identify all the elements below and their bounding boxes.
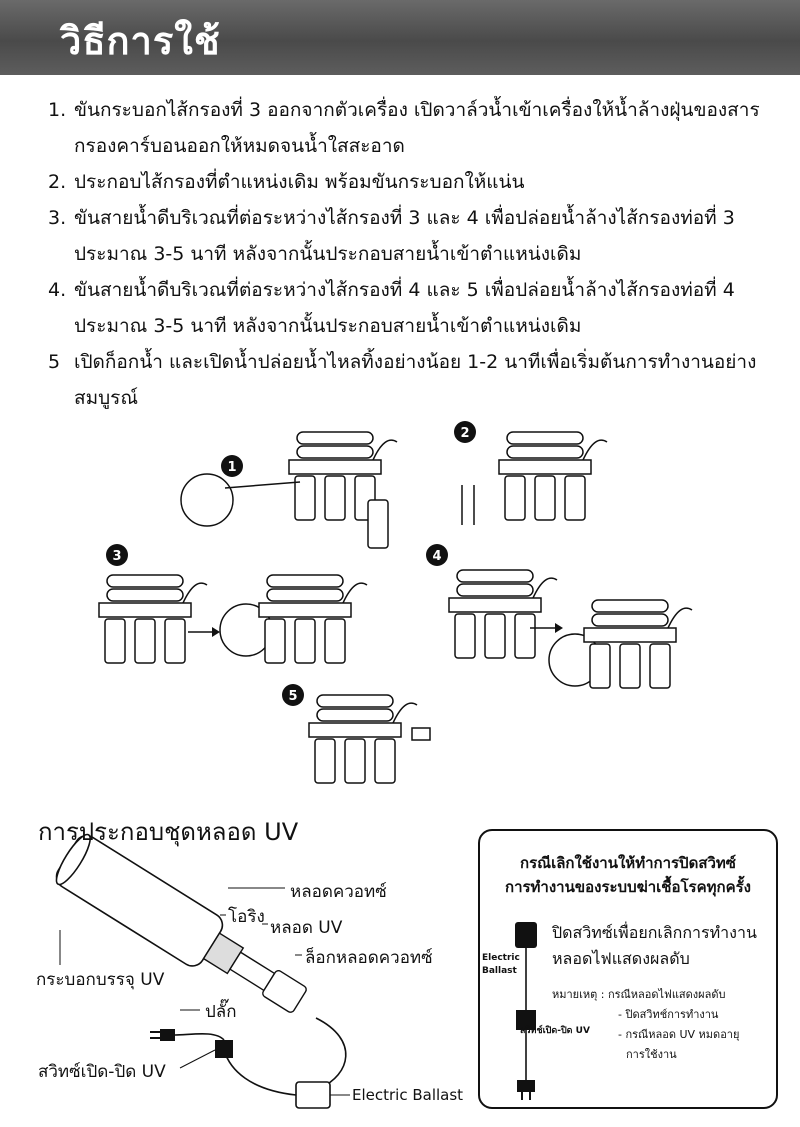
figure-step-5: [282, 684, 430, 783]
note-remark-3: การใช้งาน: [626, 1048, 677, 1061]
label-uv-switch: สวิทซ์เปิด-ปิด UV: [38, 1062, 166, 1082]
badge-text: 3: [112, 549, 122, 564]
step-number: 5: [48, 351, 61, 373]
step-text: ขันกระบอกไส้กรองที่ 3 ออกจากตัวเครื่อง เปิดวาล์วน้ำเข้าเครื่องให้น้ำล้างฝุ่นของสารกรองคาร์บอนออกให้หมดจนน้ำใสสะอาด: [74, 99, 760, 157]
note-title-line2: การทำงานของระบบฆ่าเชื้อโรคทุกครั้ง: [504, 878, 752, 896]
step-text: ประกอบไส้กรองที่ตำแหน่งเดิม พร้อมขันกระบอกให้แน่น: [74, 171, 525, 193]
step-number: 3.: [48, 207, 67, 229]
figure-step-2: [454, 421, 607, 525]
label-plug: ปลั๊ก: [205, 1002, 237, 1022]
badge-text: 5: [288, 689, 298, 704]
label-uv-lamp: หลอด UV: [270, 918, 343, 938]
note-remark-2: - กรณีหลอด UV หมดอายุ: [618, 1028, 740, 1041]
electric-ballast: [296, 1082, 330, 1108]
figure-step-1: [181, 432, 397, 548]
usage-note-box: [478, 829, 778, 1109]
label-quartz-tube: หลอดควอทซ์: [290, 882, 387, 902]
step-number: 4.: [48, 279, 67, 301]
label-oring: โอริง: [228, 907, 265, 927]
note-remark-1: - ปิดสวิทช์การทำงาน: [618, 1008, 719, 1021]
badge-text: 2: [460, 426, 470, 441]
label-quartz-lock: ล็อกหลอดควอทซ์: [305, 948, 433, 968]
label-uv-housing: กระบอกบรรจุ UV: [36, 970, 165, 990]
step-number: 2.: [48, 171, 67, 193]
note-ballast-label: Electric Ballast: [482, 953, 520, 976]
note-title-line1: กรณีเลิกใช้งานให้ทำการปิดสวิทซ์: [520, 854, 736, 872]
zoom-circle: [181, 474, 233, 526]
note-switch-label: สวิทช์เปิด-ปิด UV: [520, 1026, 590, 1036]
filter-cartridge: [368, 500, 388, 548]
step-number: 1.: [48, 99, 67, 121]
note-line2: หลอดไฟแสดงผลดับ: [552, 949, 690, 968]
figure-step-3: [99, 544, 367, 663]
step-text: ขันสายน้ำดีบริเวณที่ต่อระหว่างไส้กรองที่ 4 และ 5 เพื่อปล่อยน้ำล้างไส้กรองท่อที่ 4 ประมาณ 3-5 นาที หลังจากนั้นประกอบสายน้ำเข้าตำแหน่งเดิม: [74, 279, 735, 337]
badge-text: 1: [227, 460, 237, 475]
plug: [160, 1029, 175, 1041]
figure-step-4: [426, 544, 692, 688]
step-text: เปิดก็อกน้ำ และเปิดน้ำปล่อยน้ำไหลทิ้งอย่างน้อย 1-2 นาทีเพื่อเริ่มต้นการทำงานอย่างสมบูรณ์: [74, 351, 757, 409]
badge-text: 4: [432, 549, 442, 564]
note-remark-head: หมายเหตุ : กรณีหลอดไฟแสดงผลดับ: [552, 988, 726, 1001]
uv-switch: [215, 1040, 233, 1058]
uv-section-title: การประกอบชุดหลอด UV: [38, 818, 299, 846]
note-line1: ปิดสวิทซ์เพื่อยกเลิกการทำงาน: [552, 923, 757, 942]
page-title: วิธีการใช้: [60, 19, 221, 63]
label-electric-ballast: Electric Ballast: [352, 1086, 464, 1104]
step-text: ขันสายน้ำดีบริเวณที่ต่อระหว่างไส้กรองที่ 3 และ 4 เพื่อปล่อยน้ำล้างไส้กรองท่อที่ 3 ประมาณ 3-5 นาที หลังจากนั้นประกอบสายน้ำเข้าตำแหน่งเดิม: [74, 207, 735, 265]
